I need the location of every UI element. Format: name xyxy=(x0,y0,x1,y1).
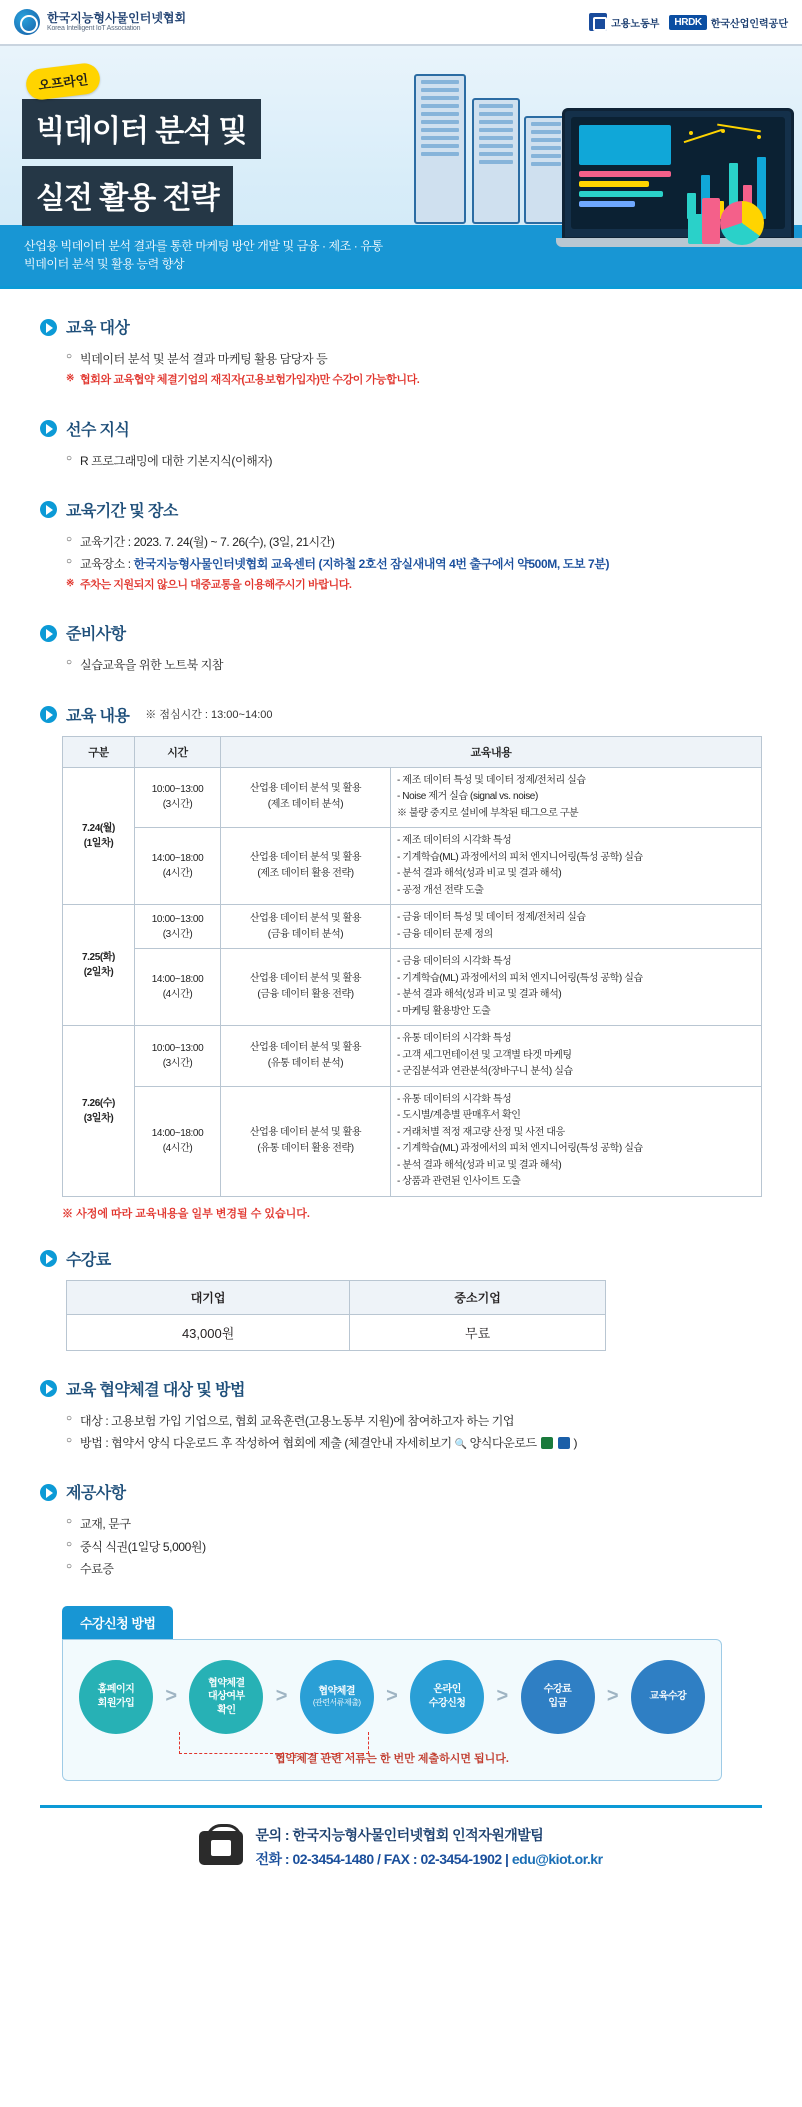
table-row xyxy=(63,767,762,828)
cell-subject: 산업용 데이터 분석 및 활용 (제조 데이터 분석) xyxy=(221,767,391,828)
hero-title-line-1: 빅데이터 분석 및 xyxy=(22,99,261,159)
section-provide xyxy=(40,1480,762,1580)
cell-detail: - 제조 데이터 특성 및 데이터 정제/전처리 실습 - Noise 제거 실습 (signal vs. noise) ※ 불량 중지로 설비에 부착된 태그으로 구분 xyxy=(391,767,762,828)
laptop-base xyxy=(556,238,802,247)
col-content: 교육내용 xyxy=(221,736,762,767)
cell-time: 14:00~18:00 (4시간) xyxy=(135,828,221,905)
section-agreement-header xyxy=(40,1377,762,1400)
hwp-file-icon[interactable] xyxy=(558,1437,570,1449)
list-item-period: ○ 교육기간 : 2023. 7. 24(월) ~ 7. 26(수), (3일, 21시간) xyxy=(66,531,762,553)
fee-table xyxy=(66,1280,606,1351)
section-prepare-list xyxy=(40,654,762,676)
list-item-target: ○ 대상 : 고용보험 가입 기업으로, 협회 교육훈련(고용노동부 지원)에 참여하고자 하는 기업 xyxy=(66,1410,762,1432)
section-fee-title: 수강료 xyxy=(66,1251,111,1269)
list-item: ○ 중식 식권(1일당 5,000원) xyxy=(66,1536,762,1558)
flow-row xyxy=(79,1660,705,1734)
phone-icon xyxy=(199,1831,243,1865)
top-bar xyxy=(0,0,802,46)
cell-time: 14:00~18:00 (4시간) xyxy=(135,949,221,1026)
play-triangle-icon xyxy=(40,1249,58,1267)
contact-line-1: 문의 : 한국지능형사물인터넷협회 인적자원개발팀 xyxy=(255,1826,544,1843)
flow-node-3: 협약체결 (관련서류제출) xyxy=(300,1660,374,1734)
play-triangle-icon xyxy=(40,705,58,723)
section-agreement-title: 교육 협약체결 대상 및 방법 xyxy=(66,1381,245,1399)
section-schedule-list xyxy=(40,531,762,596)
lunch-note: ※ 점심시간 : 13:00~14:00 xyxy=(145,709,273,722)
hrdk-name: 한국산업인력공단 xyxy=(710,18,788,30)
curriculum-table xyxy=(62,736,762,1197)
chevron-right-icon: > xyxy=(386,1685,398,1708)
section-prerequisite xyxy=(40,417,762,472)
cell-division: 7.24(월) (1일차) xyxy=(63,767,135,905)
contact-footer xyxy=(40,1805,762,1894)
section-prepare-title: 준비사항 xyxy=(66,626,126,644)
cell-detail: - 금융 데이터 특성 및 데이터 정제/전처리 실습 - 금융 데이터 문제 정의 xyxy=(391,905,762,949)
cell-subject: 산업용 데이터 분석 및 활용 (제조 데이터 활용 전략) xyxy=(221,828,391,905)
fee-value-large: 43,000원 xyxy=(67,1314,350,1350)
section-prepare-header xyxy=(40,621,762,644)
section-fee xyxy=(40,1247,762,1351)
play-triangle-icon xyxy=(40,1379,58,1397)
list-item: ○ 수료증 xyxy=(66,1558,762,1580)
hrdk-badge: HRDK xyxy=(669,15,706,30)
section-fee-header xyxy=(40,1247,762,1270)
partner-logos xyxy=(589,13,788,31)
gov-name: 고용노동부 xyxy=(611,18,660,30)
section-curriculum-title: 교육 내용 xyxy=(66,707,130,725)
play-triangle-icon xyxy=(40,318,58,336)
application-flow xyxy=(62,1606,722,1781)
cell-detail: - 제조 데이터의 시각화 특성 - 기계학습(ML) 과정에서의 피처 엔지니어링(특성 공학) 실습 - 분석 결과 해석(성과 비교 및 결과 해석) - 공정 개선 전략 도출 xyxy=(391,828,762,905)
section-provide-header xyxy=(40,1480,762,1503)
cell-time: 10:00~13:00 (3시간) xyxy=(135,767,221,828)
list-item: ○ R 프로그래밍에 대한 기본지식(이해자) xyxy=(66,450,762,472)
cell-subject: 산업용 데이터 분석 및 활용 (유통 데이터 분석) xyxy=(221,1026,391,1087)
contact-lines xyxy=(255,1824,602,1872)
chevron-right-icon: > xyxy=(606,1685,619,1708)
list-item: ○ 교재, 문구 xyxy=(66,1513,762,1535)
section-target-list xyxy=(40,348,762,391)
cell-detail: - 금융 데이터의 시각화 특성 - 기계학습(ML) 과정에서의 피처 엔지니어링(특성 공학) 실습 - 분석 결과 해석(성과 비교 및 결과 해석) - 마케팅 활용방안 도출 xyxy=(391,949,762,1026)
section-schedule-header xyxy=(40,498,762,521)
place-label: 교육장소 : xyxy=(80,556,134,571)
table-row xyxy=(63,828,762,905)
section-target xyxy=(40,315,762,391)
cell-time: 10:00~13:00 (3시간) xyxy=(135,1026,221,1087)
association-logo xyxy=(14,9,186,35)
section-agreement xyxy=(40,1377,762,1455)
section-target-title: 교육 대상 xyxy=(66,320,130,337)
hero-subtitle-line-2: 빅데이터 분석 및 활용 능력 향상 xyxy=(24,257,185,272)
cell-time: 14:00~18:00 (4시간) xyxy=(135,1086,221,1196)
list-item-warning: ※ 협회와 교육협약 체결기업의 재직자(고용보험가입자)만 수강이 가능합니다. xyxy=(66,370,762,390)
table-row xyxy=(63,1086,762,1196)
contact-line-2: 전화 : 02-3454-1480 / FAX : 02-3454-1902 | edu@kiot.or.kr xyxy=(255,1850,603,1867)
section-schedule-title: 교육기간 및 장소 xyxy=(66,502,178,520)
gov-logo xyxy=(589,13,659,31)
association-name: 한국지능형사물인터넷협회 xyxy=(47,10,187,25)
pie-chart-icon xyxy=(720,201,764,245)
bar-chart-icon-2 xyxy=(702,198,720,244)
fee-col-large: 대기업 xyxy=(67,1280,350,1314)
cell-subject: 산업용 데이터 분석 및 활용 (금융 데이터 분석) xyxy=(221,905,391,949)
hero-title-block xyxy=(22,66,442,233)
cell-division: 7.25(화) (2일차) xyxy=(63,905,135,1026)
section-prerequisite-list xyxy=(40,450,762,472)
chevron-right-icon: > xyxy=(275,1685,288,1708)
section-curriculum-header xyxy=(40,703,762,726)
contact-email[interactable]: edu@kiot.or.kr xyxy=(511,1850,603,1867)
flow-dashed-connector xyxy=(179,1732,369,1754)
cell-time: 10:00~13:00 (3시간) xyxy=(135,905,221,949)
flow-tab-label: 수강신청 방법 xyxy=(62,1606,173,1639)
section-prerequisite-title: 선수 지식 xyxy=(66,421,130,439)
excel-file-icon[interactable] xyxy=(541,1437,553,1449)
flow-node-4: 온라인 수강신청 xyxy=(410,1660,484,1734)
section-provide-title: 제공사항 xyxy=(66,1485,126,1503)
hrdk-logo xyxy=(669,15,788,30)
play-triangle-icon xyxy=(40,419,58,437)
search-icon[interactable]: 🔍 xyxy=(454,1438,467,1450)
chevron-right-icon: > xyxy=(496,1685,509,1708)
gov-emblem-icon xyxy=(589,13,607,31)
method-text: 방법 : 협약서 양식 다운로드 후 작성하여 협회에 제출 (체결안내 자세히보기 xyxy=(80,1435,452,1450)
hero-banner xyxy=(0,46,802,289)
hero-title-line-2: 실전 활용 전략 xyxy=(22,166,233,226)
fee-value-row xyxy=(67,1314,606,1350)
list-item: ○ 실습교육을 위한 노트북 지참 xyxy=(66,654,762,676)
fee-col-sme: 중소기업 xyxy=(350,1280,606,1314)
flow-node-6: 교육수강 xyxy=(631,1660,705,1734)
curriculum-warning: ※ 사정에 따라 교육내용을 일부 변경될 수 있습니다. xyxy=(62,1207,310,1220)
cell-division: 7.26(수) (3일차) xyxy=(63,1026,135,1197)
flow-node-2: 협약체결 대상여부 확인 xyxy=(189,1660,263,1734)
association-name-en: Korea Intelligent IoT Association xyxy=(47,25,141,33)
table-header-row xyxy=(63,736,762,767)
section-prerequisite-header xyxy=(40,417,762,440)
list-item-place xyxy=(66,553,762,575)
flow-box xyxy=(62,1639,722,1781)
hero-artwork xyxy=(402,46,802,251)
table-row xyxy=(63,949,762,1026)
list-item: ○ 빅데이터 분석 및 분석 결과 마케팅 활용 담당자 등 xyxy=(66,348,762,370)
section-provide-list xyxy=(40,1513,762,1580)
play-triangle-icon xyxy=(40,500,58,518)
list-item-warning: ※ 주차는 지원되지 않으니 대중교통을 이용해주시기 바랍니다. xyxy=(66,575,762,595)
play-triangle-icon xyxy=(40,1483,58,1501)
agreement-closing: ) xyxy=(573,1435,578,1450)
chevron-right-icon: > xyxy=(165,1685,178,1708)
col-division: 구분 xyxy=(63,736,135,767)
server-rack-icon-2 xyxy=(472,98,520,224)
cell-detail: - 유통 데이터의 시각화 특성 - 고객 세그먼테이션 및 고객별 타겟 마케팅 - 군집분석과 연관분석(장바구니 분석) 실습 xyxy=(391,1026,762,1087)
section-target-header xyxy=(40,315,762,338)
cell-subject: 산업용 데이터 분석 및 활용 (금융 데이터 활용 전략) xyxy=(221,949,391,1026)
flow-node-1: 홈페이지 회원가입 xyxy=(79,1660,153,1734)
play-triangle-icon xyxy=(40,624,58,642)
place-value: 한국지능형사물인터넷협회 교육센터 (지하철 2호선 잠실새내역 4번 출구에서 약500M, 도보 7분) xyxy=(133,556,610,571)
download-label[interactable]: 양식다운로드 xyxy=(469,1435,537,1450)
section-schedule xyxy=(40,498,762,596)
hero-subtitle-line-1: 산업용 빅데이터 분석 결과를 통한 마케팅 방안 개발 및 금융 · 제조 · 유통 xyxy=(24,238,383,253)
association-mark-icon xyxy=(14,9,40,35)
flow-foot-note: 협약체결 관련 서류는 한 번만 제출하시면 됩니다. xyxy=(275,1752,509,1765)
table-row xyxy=(63,905,762,949)
cell-detail: - 유통 데이터의 시각화 특성 - 도시별/계층별 판매후서 확인 - 거래처별 적정 재고량 산정 및 사전 대응 - 기계학습(ML) 과정에서의 피처 엔지니어링(특성 공학) 실습 - 분석 결과 해석(성과 비교 및 결과 해석) - 상품과 관련된 인사이트 도출 xyxy=(391,1086,762,1196)
table-row xyxy=(63,1026,762,1087)
fee-value-sme: 무료 xyxy=(350,1314,606,1350)
section-prepare xyxy=(40,621,762,676)
offline-badge: 오프라인 xyxy=(24,62,101,102)
list-item-method xyxy=(66,1432,762,1455)
fee-header-row xyxy=(67,1280,606,1314)
cell-subject: 산업용 데이터 분석 및 활용 (유통 데이터 활용 전략) xyxy=(221,1086,391,1196)
section-agreement-list xyxy=(40,1410,762,1455)
content-area xyxy=(0,289,802,1893)
col-time: 시간 xyxy=(135,736,221,767)
section-curriculum xyxy=(40,703,762,1221)
flow-node-5: 수강료 입금 xyxy=(521,1660,595,1734)
